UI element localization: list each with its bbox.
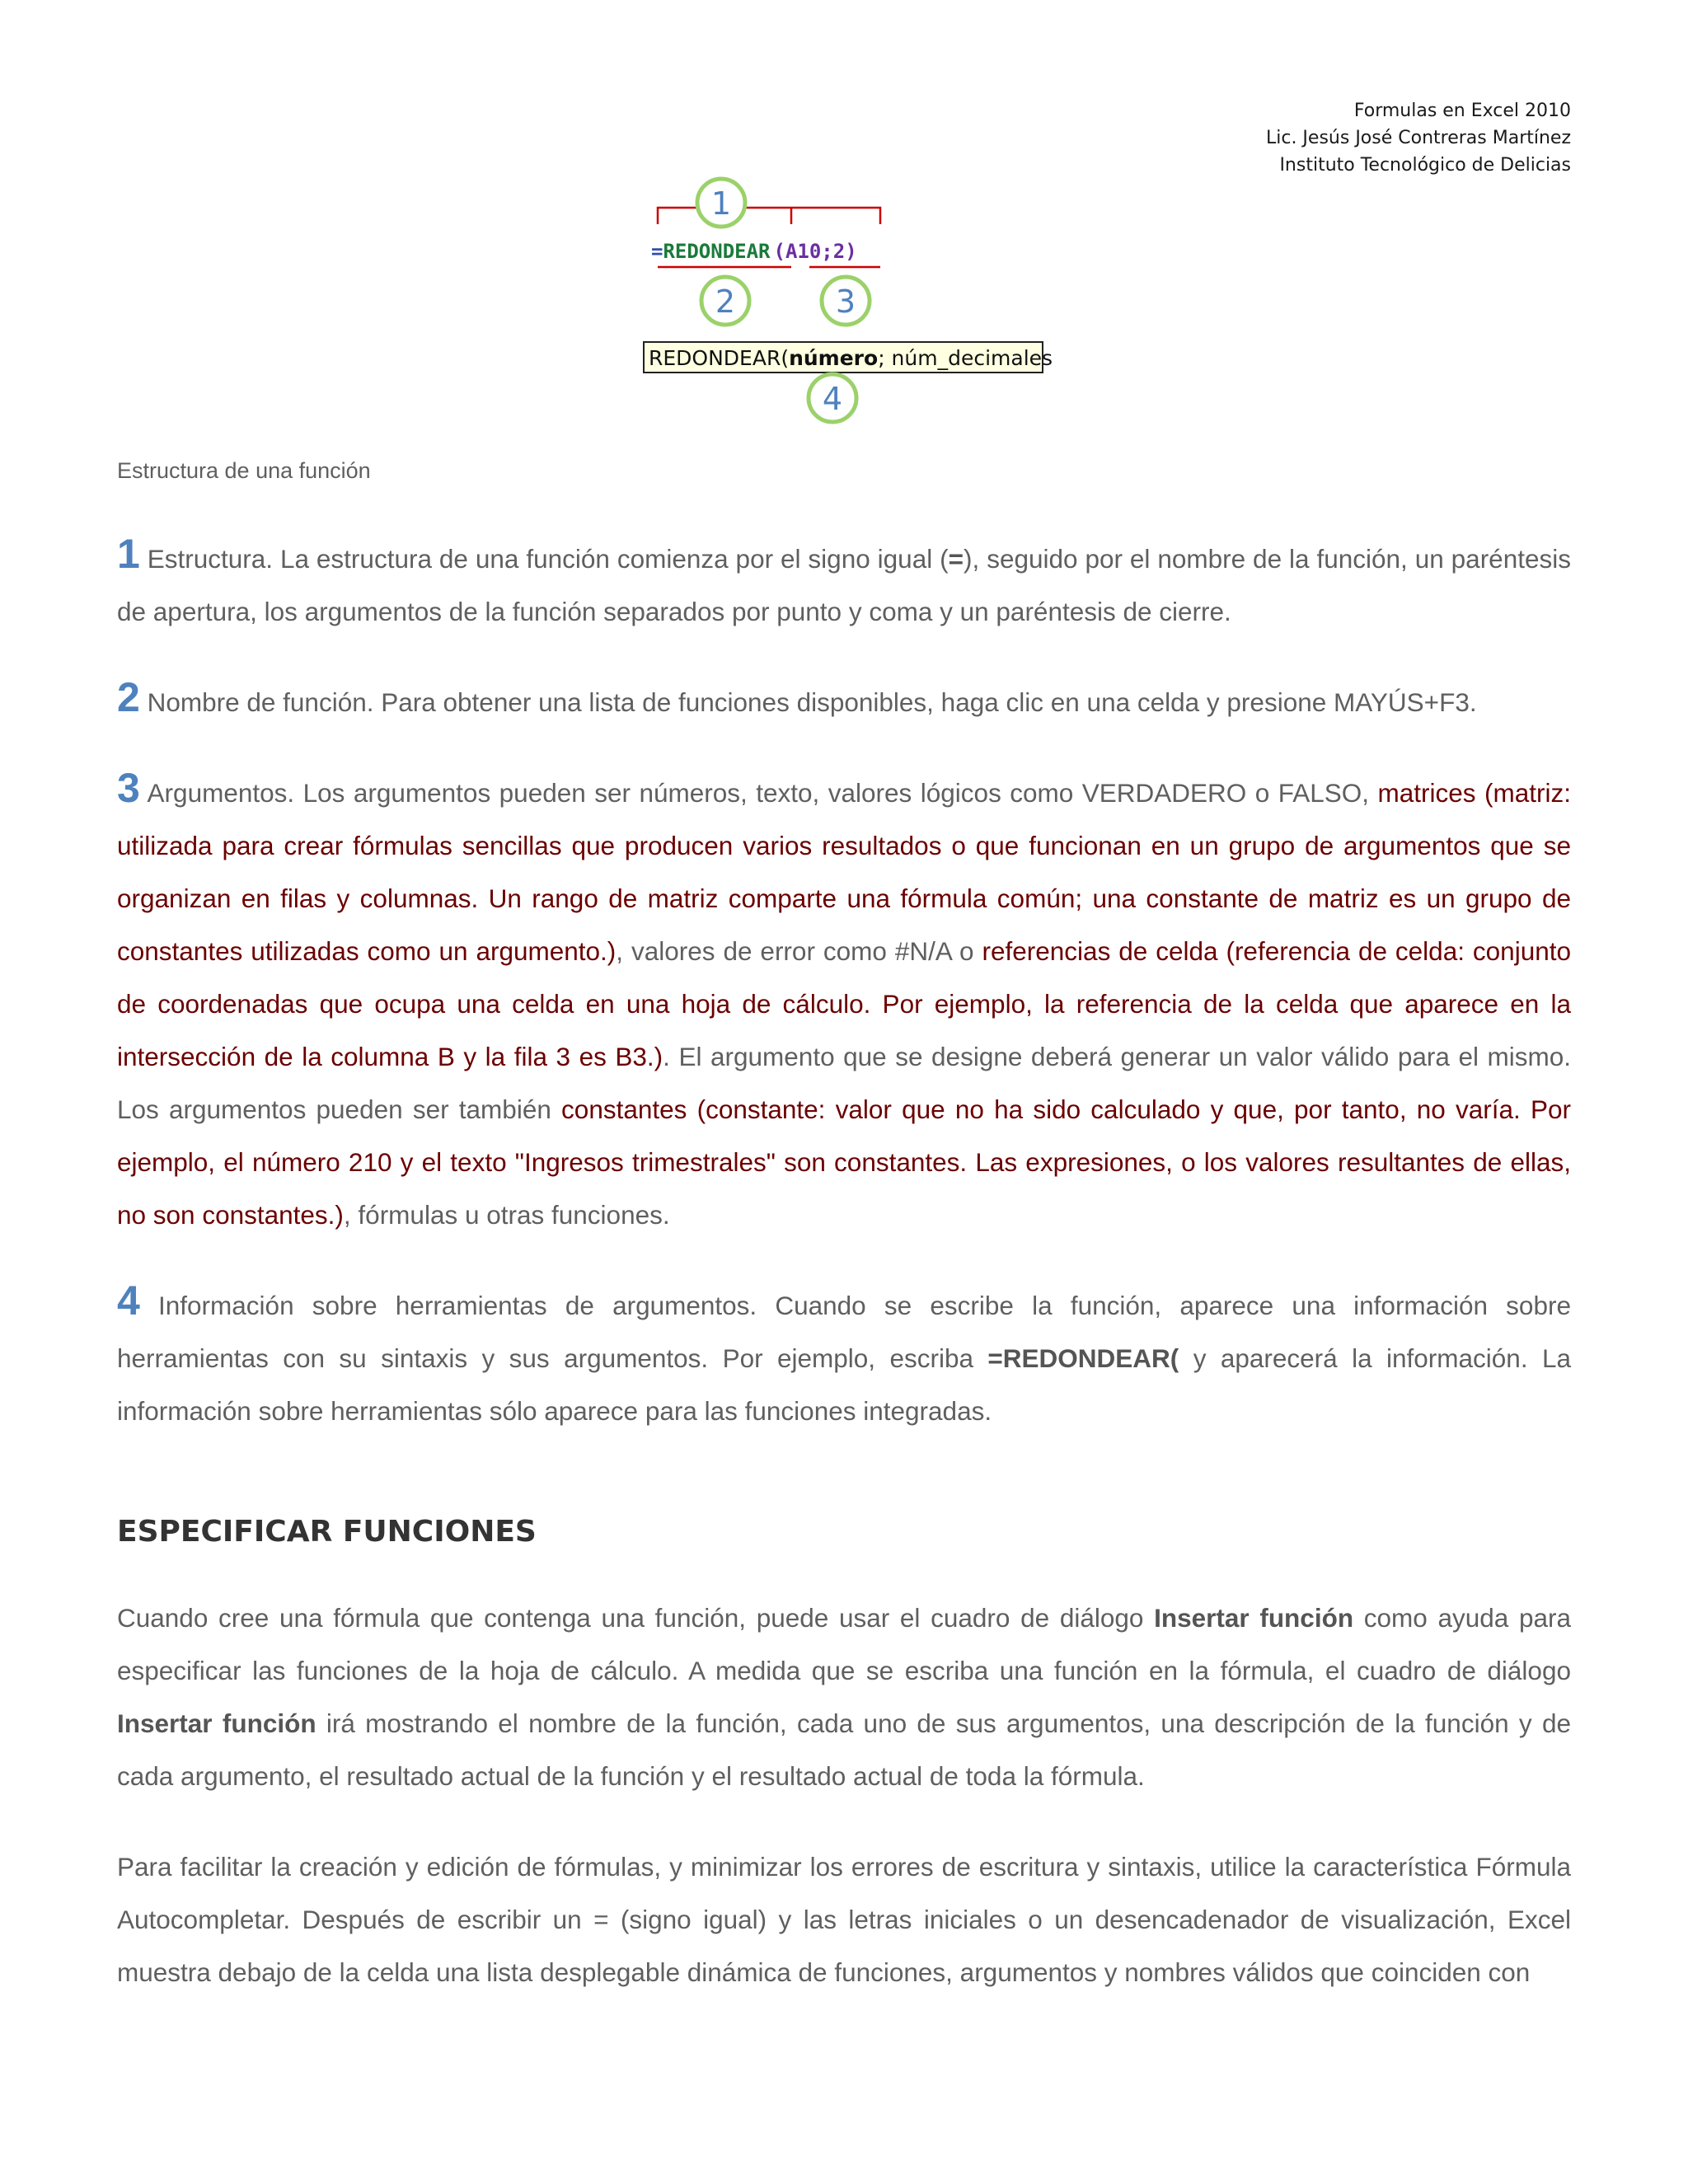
- svg-text:1: 1: [710, 185, 732, 222]
- item-text: Estructura. La estructura de una función comienza por el signo igual (: [147, 544, 949, 574]
- item-2: [117, 676, 1571, 729]
- header-institution: Instituto Tecnológico de Delicias: [1279, 155, 1571, 176]
- header-title: Formulas en Excel 2010: [1353, 101, 1571, 121]
- svg-text:4: 4: [822, 381, 843, 417]
- item-number: 3: [117, 765, 140, 811]
- function-diagram: [641, 175, 1053, 426]
- paragraph-text: irá mostrando el nombre de la función, cada uno de sus argumentos, una descripción de la función y de cada argumento, el resultado actual de la función y el resultado actual de toda la fórmula.: [117, 1708, 1571, 1791]
- definition-matrices: matrices (matriz: utilizada para crear fórmulas sencillas que producen varios resultados o que funcionan en un grupo de argumentos que se organizan en filas y columnas. Un rango de matriz comparte una fórmula común; una constante de matriz es un grupo de constantes utilizadas como un argumento.): [117, 778, 1572, 966]
- callout-3: [822, 277, 870, 325]
- callout-1: [697, 179, 745, 227]
- item-text: Información sobre herramientas de argumentos. Cuando se escribe la función, aparece una información sobre herramientas con su sintaxis y sus argumentos. Por ejemplo, escriba: [117, 1291, 1571, 1373]
- section-paragraph-2: Para facilitar la creación y edición de fórmulas, y minimizar los errores de escritura y sintaxis, utilice la característica Fórmula Autocompletar. Después de escribir un = (signo igual) y las letras iniciales o un desencadenador de visualización, Excel muestra debajo de la celda una lista desplegable dinámica de funciones, argumentos y nombres válidos que coinciden con: [117, 1852, 1571, 1987]
- item-text: Argumentos. Los argumentos pueden ser números, texto, valores lógicos como VERDADERO o FALSO,: [147, 778, 1378, 808]
- formula-text: =REDONDEAR (A10;2): [651, 240, 857, 263]
- svg-text:2: 2: [715, 284, 736, 320]
- paragraph-text: Cuando cree una fórmula que contenga una función, puede usar el cuadro de diálogo: [117, 1603, 1155, 1633]
- item-text: , fórmulas u otras funciones.: [343, 1200, 670, 1230]
- item-text: ), seguido por el nombre de la función, un paréntesis de apertura, los argumentos de la función separados por punto y coma y un paréntesis de cierre.: [117, 544, 1571, 626]
- callout-4: [809, 374, 856, 422]
- page-header: [1266, 97, 1571, 179]
- header-author: Lic. Jesús José Contreras Martínez: [1265, 128, 1571, 148]
- item-text: , valores de error como #N/A o: [616, 936, 982, 966]
- callout-2: [701, 277, 749, 325]
- definition-cell-reference: referencias de celda (referencia de celda: conjunto de coordenadas que ocupa una celda en una hoja de cálculo. Por ejemplo, la referencia de la celda que aparece en la intersección de la columna B y la fila 3 es B3.): [117, 936, 1571, 1071]
- item-1: [117, 532, 1571, 638]
- paragraph-text: como ayuda para especificar las funciones de la hoja de cálculo. A medida que se escriba una función en la fórmula, el cuadro de diálogo: [117, 1603, 1571, 1685]
- syntax-tooltip: [644, 342, 1053, 373]
- tooltip-text: REDONDEAR(número; núm_decimales): [649, 346, 1053, 370]
- item-3: [117, 766, 1571, 1241]
- definition-constants: constantes (constante: valor que no ha sido calculado y que, por tanto, no varía. Por ejemplo, el número 210 y el texto "Ingresos trimestrales" son constantes. Las expresiones, o los valores resultantes de ellas, no son constantes.): [117, 1094, 1571, 1230]
- item-text-bold: =: [948, 544, 964, 574]
- item-text: . El argumento que se designe deberá generar un valor válido para el mismo. Los argumentos pueden ser también: [117, 1042, 1571, 1124]
- item-text: Nombre de función. Para obtener una lista de funciones disponibles, haga clic en una celda y presione MAYÚS+F3.: [147, 687, 1477, 717]
- section-heading: ESPECIFICAR FUNCIONES: [117, 1515, 537, 1549]
- item-text: y aparecerá la información. La información sobre herramientas sólo aparece para las funciones integradas.: [117, 1343, 1571, 1426]
- paragraph-text-bold: Insertar función: [117, 1708, 316, 1738]
- figure-caption: Estructura de una función: [117, 458, 371, 483]
- function-structure-figure: [641, 175, 1053, 426]
- item-number: 2: [117, 674, 140, 720]
- item-text-bold: =REDONDEAR(: [987, 1343, 1179, 1373]
- main-content: [117, 532, 1571, 1999]
- section-paragraph-1: [117, 1591, 1571, 1802]
- item-number: 4: [117, 1277, 140, 1324]
- paragraph-text-bold: Insertar función: [1154, 1603, 1354, 1633]
- structure-bracket: [658, 208, 880, 224]
- item-4: [117, 1279, 1571, 1437]
- svg-text:3: 3: [835, 284, 856, 320]
- item-number: 1: [117, 531, 140, 577]
